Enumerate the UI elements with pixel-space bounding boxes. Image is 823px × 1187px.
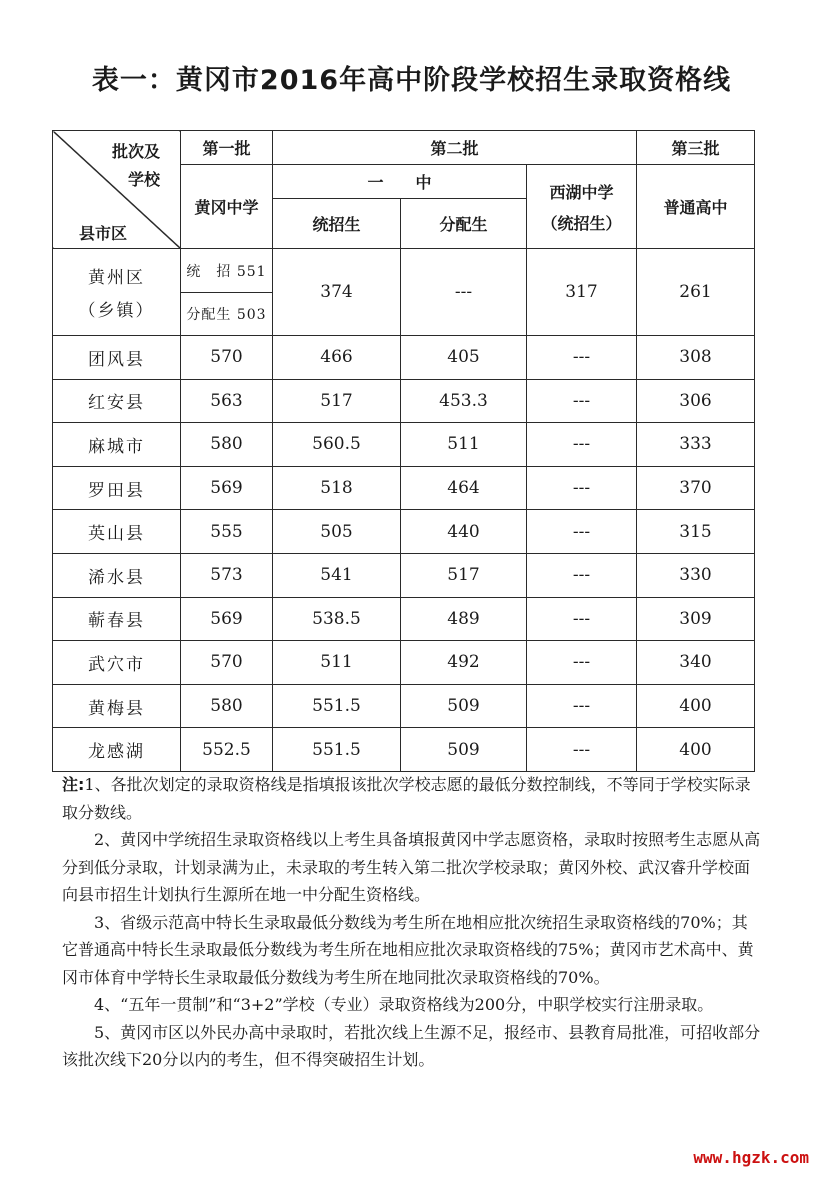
yizhong-tongzhao-score: 541 xyxy=(273,553,401,597)
putong-score: 333 xyxy=(637,423,755,467)
xihu-header-sub: （统招生） xyxy=(541,213,622,233)
batch3-header: 第三批 xyxy=(637,131,755,165)
xihu-score: --- xyxy=(527,728,637,772)
xihu-score: --- xyxy=(527,336,637,380)
yizhong-fenpei-score: 453.3 xyxy=(401,379,527,423)
xihu-score: --- xyxy=(527,553,637,597)
note-3: 3、省级示范高中特长生录取最低分数线为考生所在地相应批次统招生录取资格线的70%；其它普通高中特长生录取最低分数线为考生所在地相应批次录取资格线的75%；黄冈市艺术高中、黄冈市体育中学特长生录取最低分数线为考生所在地同批次录取资格线的70%。 xyxy=(62,912,754,987)
corner-batch-label: 批次及 xyxy=(111,142,160,161)
yizhong-tongzhao-score: 511 xyxy=(273,641,401,685)
xihu-score: --- xyxy=(527,597,637,641)
huanggang-score: 569 xyxy=(181,466,273,510)
xihu-score: --- xyxy=(527,684,637,728)
county-name: 英山县 xyxy=(53,510,181,554)
huangzhou-xihu: 317 xyxy=(527,249,637,336)
county-name: 黄梅县 xyxy=(53,684,181,728)
county-name: 团风县 xyxy=(53,336,181,380)
yizhong-tongzhao-score: 505 xyxy=(273,510,401,554)
note-1-text: 1、各批次划定的录取资格线是指填报该批次学校志愿的最低分数控制线，不等同于学校实际录取分数线。 xyxy=(62,775,751,822)
table-row xyxy=(53,597,755,641)
county-name: 武穴市 xyxy=(53,641,181,685)
county-name: 龙感湖 xyxy=(53,728,181,772)
xihu-score: --- xyxy=(527,510,637,554)
putong-score: 306 xyxy=(637,379,755,423)
huanggang-score: 573 xyxy=(181,553,273,597)
huangzhou-yz-fenpei: --- xyxy=(401,249,527,336)
yizhong-tongzhao-score: 538.5 xyxy=(273,597,401,641)
table-row xyxy=(53,510,755,554)
county-name: 罗田县 xyxy=(53,466,181,510)
putong-score: 370 xyxy=(637,466,755,510)
huanggang-score: 580 xyxy=(181,684,273,728)
notes-label: 注: xyxy=(62,775,85,794)
yizhong-fenpei-score: 440 xyxy=(401,510,527,554)
table-row xyxy=(53,466,755,510)
note-1 xyxy=(62,771,762,826)
yizhong-fenpei-score: 464 xyxy=(401,466,527,510)
yizhong-fenpei-score: 405 xyxy=(401,336,527,380)
putong-score: 308 xyxy=(637,336,755,380)
huangzhou-yz-tongzhao: 374 xyxy=(273,249,401,336)
yizhong-tongzhao-score: 551.5 xyxy=(273,684,401,728)
xihu-score: --- xyxy=(527,423,637,467)
huangzhou-sub: （乡镇） xyxy=(78,301,155,321)
huangzhou-name: 黄州区 xyxy=(88,268,145,288)
yizhong-fenpei-score: 517 xyxy=(401,553,527,597)
huangzhou-county-cell xyxy=(53,249,181,336)
table-row xyxy=(53,728,755,772)
yizhong-fenpei-score: 509 xyxy=(401,728,527,772)
huanggang-score: 570 xyxy=(181,641,273,685)
huanggang-score: 570 xyxy=(181,336,273,380)
corner-county-label: 县市区 xyxy=(79,224,128,243)
huangzhou-hg-tongzhao: 统 招 551 xyxy=(181,249,273,293)
xihu-header-name: 西湖中学 xyxy=(549,182,614,202)
admission-table xyxy=(52,130,755,772)
putong-score: 400 xyxy=(637,728,755,772)
yizhong-tongzhao-score: 466 xyxy=(273,336,401,380)
huangzhou-hg-fenpei: 分配生 503 xyxy=(181,293,273,336)
putong-score: 315 xyxy=(637,510,755,554)
site-watermark: www.hgzk.com xyxy=(693,1148,809,1167)
putong-score: 330 xyxy=(637,553,755,597)
corner-header-cell xyxy=(53,131,181,249)
tongzhao-header: 统招生 xyxy=(273,199,401,249)
corner-school-label: 学校 xyxy=(127,170,160,189)
xihu-score: --- xyxy=(527,641,637,685)
notes-section xyxy=(62,771,762,1074)
table-row xyxy=(53,684,755,728)
putong-score: 340 xyxy=(637,641,755,685)
xihu-score: --- xyxy=(527,466,637,510)
huanggang-header: 黄冈中学 xyxy=(181,165,273,249)
fenpei-header: 分配生 xyxy=(401,199,527,249)
yizhong-tongzhao-score: 518 xyxy=(273,466,401,510)
table-row xyxy=(53,379,755,423)
note-4: 4、“五年一贯制”和“3+2”学校（专业）录取资格线为200分，中职学校实行注册录取。 xyxy=(94,995,714,1014)
county-name: 浠水县 xyxy=(53,553,181,597)
yizhong-fenpei-score: 489 xyxy=(401,597,527,641)
huanggang-score: 569 xyxy=(181,597,273,641)
huangzhou-putong: 261 xyxy=(637,249,755,336)
huanggang-score: 552.5 xyxy=(181,728,273,772)
huanggang-score: 563 xyxy=(181,379,273,423)
note-5: 5、黄冈市区以外民办高中录取时，若批次线上生源不足，报经市、县教育局批准，可招收部分该批次线下20分以内的考生，但不得突破招生计划。 xyxy=(62,1022,761,1069)
huanggang-score: 555 xyxy=(181,510,273,554)
note-2: 2、黄冈中学统招生录取资格线以上考生具备填报黄冈中学志愿资格，录取时按照考生志愿从高分到低分录取，计划录满为止，未录取的考生转入第二批次学校录取；黄冈外校、武汉睿升学校面向县市招生计划执行生源所在地一中分配生资格线。 xyxy=(62,830,761,904)
yizhong-tongzhao-score: 560.5 xyxy=(273,423,401,467)
yizhong-fenpei-score: 492 xyxy=(401,641,527,685)
huanggang-score: 580 xyxy=(181,423,273,467)
county-name: 蕲春县 xyxy=(53,597,181,641)
putong-header: 普通高中 xyxy=(637,165,755,249)
county-name: 红安县 xyxy=(53,379,181,423)
yizhong-header: 一 中 xyxy=(273,165,527,199)
yizhong-tongzhao-score: 517 xyxy=(273,379,401,423)
putong-score: 400 xyxy=(637,684,755,728)
yizhong-fenpei-score: 511 xyxy=(401,423,527,467)
yizhong-fenpei-score: 509 xyxy=(401,684,527,728)
page-title: 表一：黄冈市2016年高中阶段学校招生录取资格线 xyxy=(91,65,732,96)
yizhong-tongzhao-score: 551.5 xyxy=(273,728,401,772)
table-row xyxy=(53,641,755,685)
county-name: 麻城市 xyxy=(53,423,181,467)
batch2-header: 第二批 xyxy=(273,131,637,165)
batch1-header: 第一批 xyxy=(181,131,273,165)
putong-score: 309 xyxy=(637,597,755,641)
table-row xyxy=(53,423,755,467)
xihu-header xyxy=(527,165,637,249)
xihu-score: --- xyxy=(527,379,637,423)
table-row xyxy=(53,336,755,380)
table-row xyxy=(53,553,755,597)
